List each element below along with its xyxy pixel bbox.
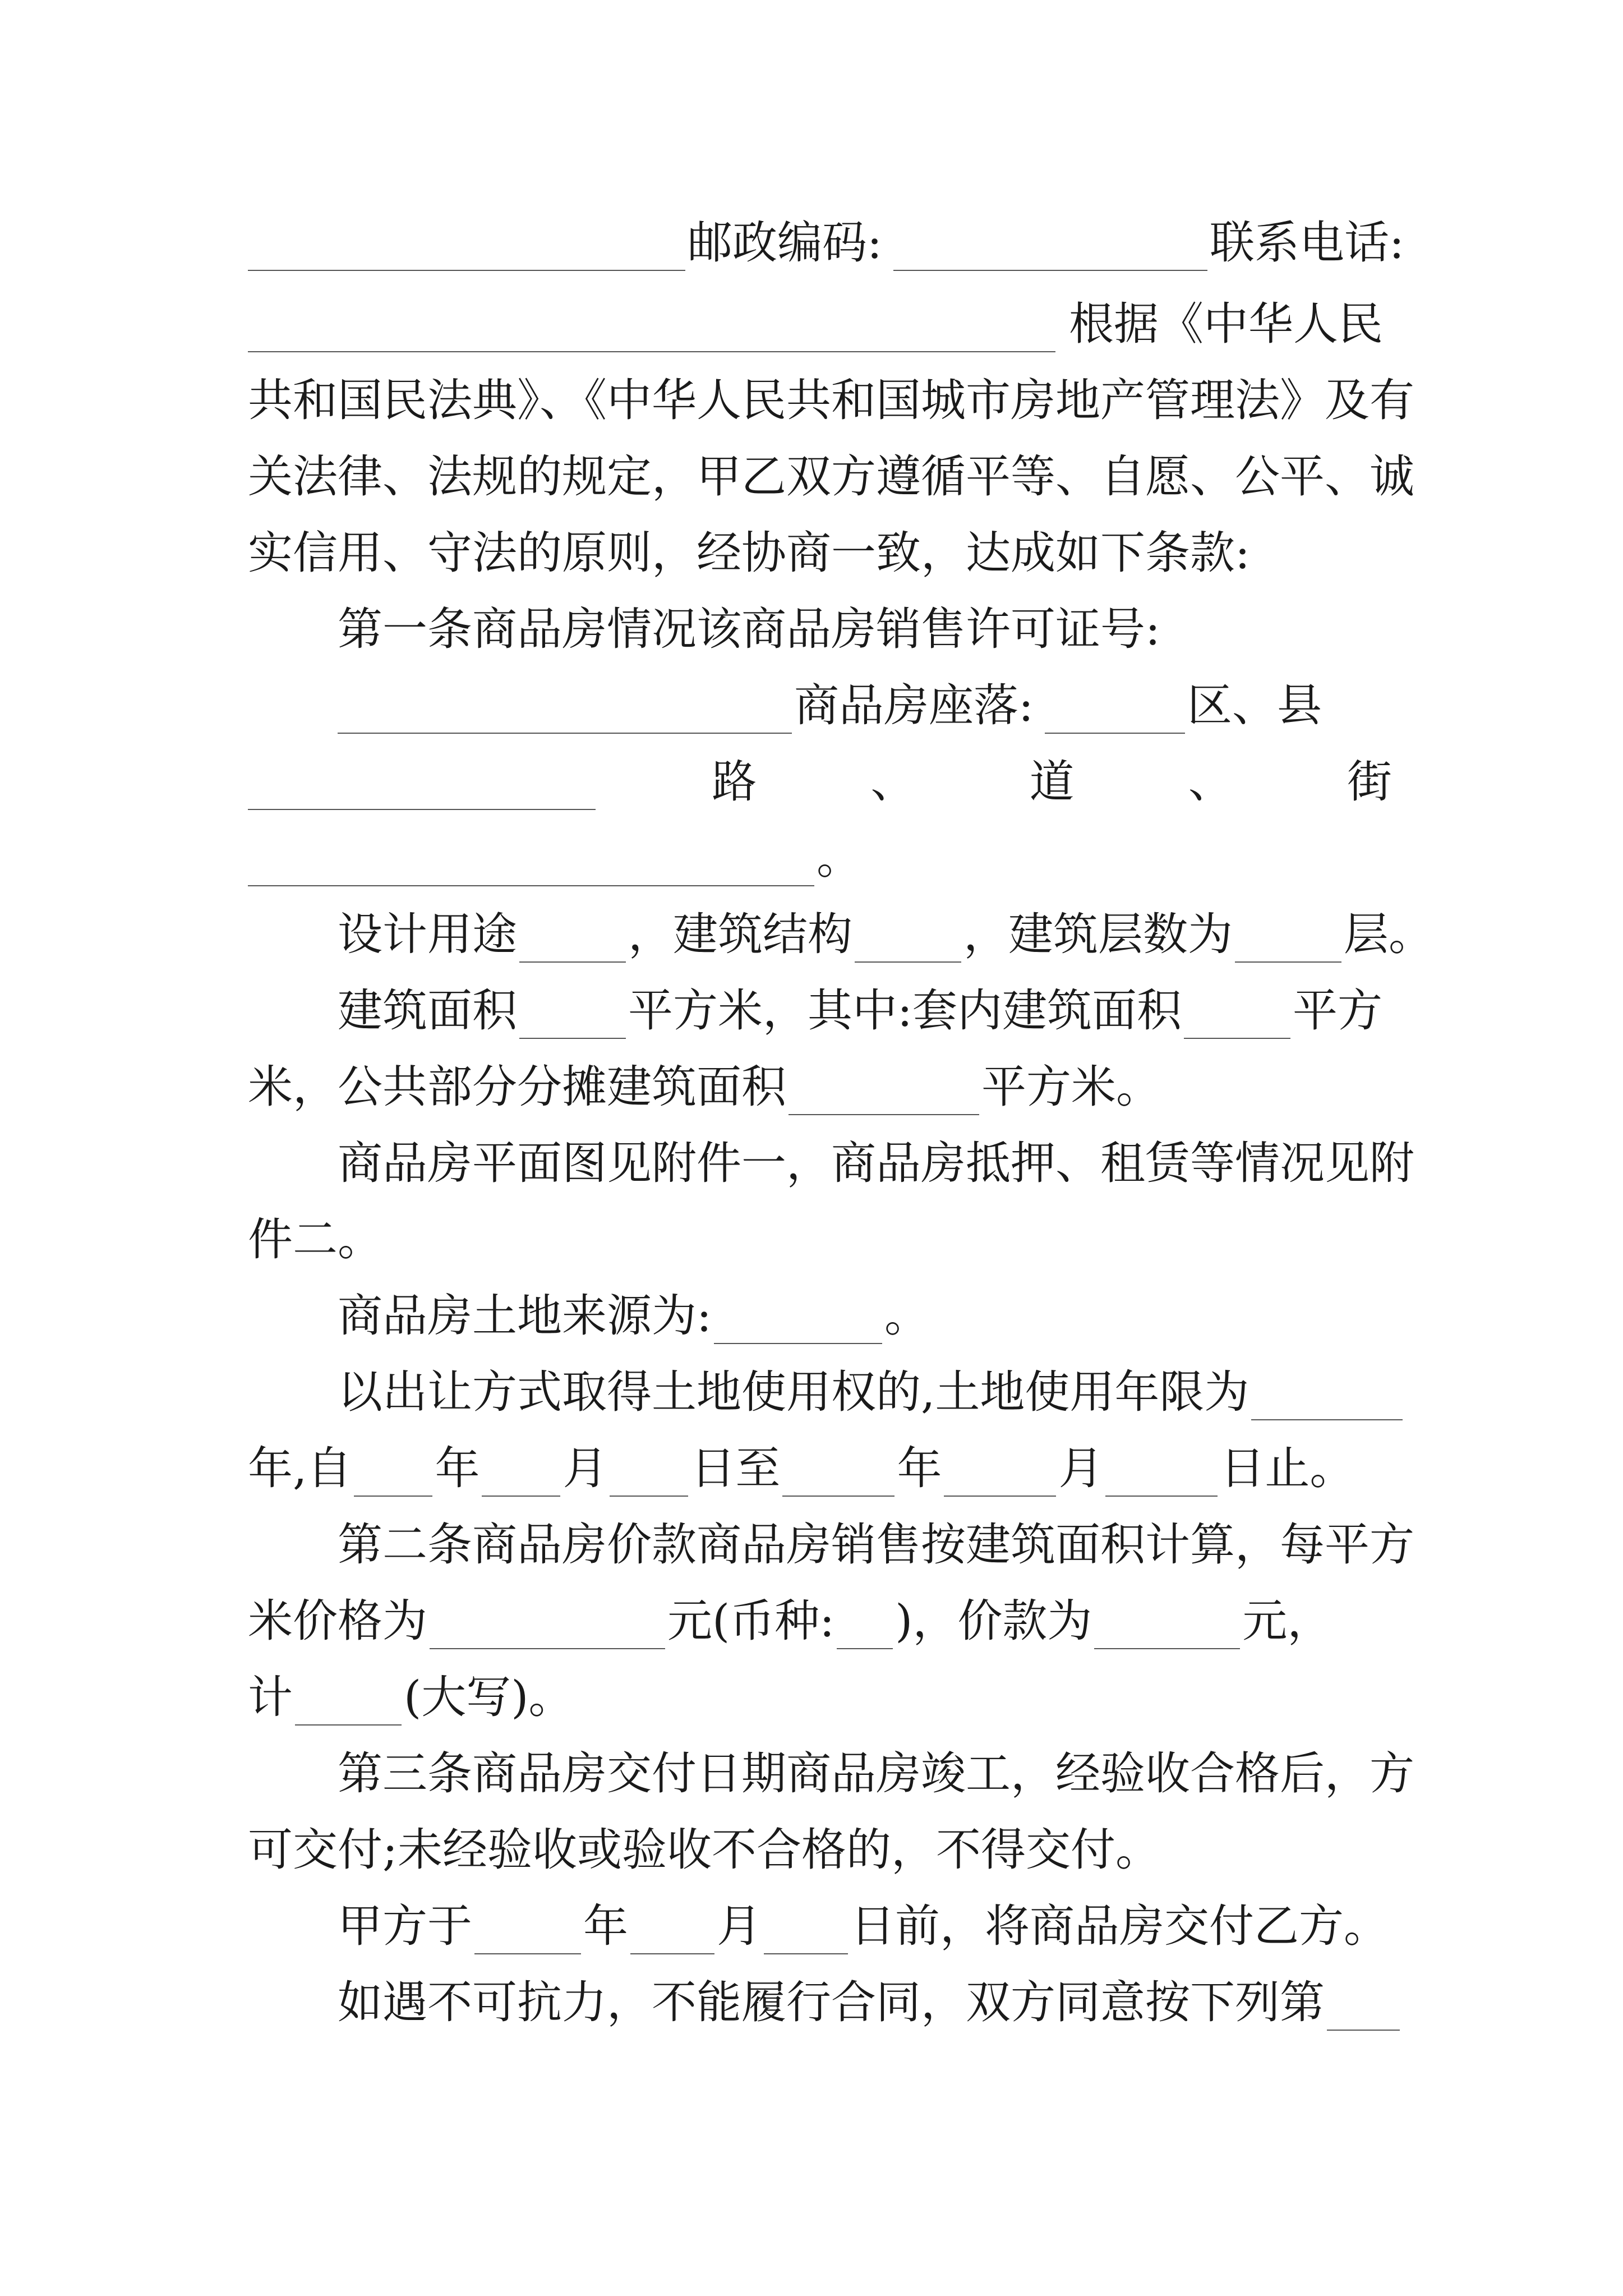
text: 月 bbox=[1058, 1442, 1104, 1494]
text: 月 bbox=[562, 1442, 608, 1494]
text: 米，公共部分分摊建筑面积 bbox=[248, 1061, 786, 1113]
blank-field[interactable] bbox=[1327, 1990, 1400, 2031]
text: 日至 bbox=[690, 1442, 781, 1494]
blank-field[interactable] bbox=[519, 999, 626, 1039]
period: 。 bbox=[817, 832, 861, 884]
text: ，建筑层数为 bbox=[963, 908, 1233, 960]
blank-field[interactable] bbox=[610, 1456, 688, 1497]
blank-field[interactable] bbox=[944, 1456, 1056, 1497]
text: 。 bbox=[884, 1290, 929, 1342]
text: 元， bbox=[1242, 1595, 1332, 1647]
blank-field[interactable] bbox=[714, 1304, 882, 1344]
article-2-heading bbox=[248, 1517, 1414, 1573]
blank-field[interactable] bbox=[764, 1914, 848, 1954]
blank-field[interactable] bbox=[482, 1456, 560, 1497]
text: )，价款为 bbox=[895, 1595, 1092, 1647]
line-delivery-date bbox=[248, 1898, 1392, 1954]
text: 月 bbox=[717, 1900, 762, 1952]
text: 商品房土地来源为: bbox=[338, 1290, 712, 1342]
paragraph-line bbox=[248, 1212, 1392, 1268]
paragraph-line bbox=[248, 372, 1414, 429]
text: 年 bbox=[583, 1900, 628, 1952]
paragraph-text: 第一条商品房情况该商品房销售许可证号: bbox=[338, 603, 1160, 655]
blank-field[interactable] bbox=[1251, 1380, 1403, 1420]
blank-field[interactable] bbox=[248, 231, 685, 271]
paragraph-line bbox=[248, 449, 1414, 505]
text: 平方米，其中:套内建筑面积 bbox=[628, 984, 1182, 1037]
blank-field[interactable] bbox=[855, 922, 961, 963]
line-term-dates bbox=[248, 1441, 1392, 1497]
blank-field[interactable] bbox=[1045, 693, 1185, 734]
text: 日前，将商品房交付乙方。 bbox=[850, 1900, 1389, 1952]
text: 可交付;未经验收或验收不合格的，不得交付。 bbox=[248, 1824, 1160, 1876]
text: 米价格为 bbox=[248, 1595, 427, 1647]
road-label: 路 bbox=[712, 756, 757, 808]
text: 平方米。 bbox=[981, 1061, 1161, 1113]
blank-field[interactable] bbox=[338, 693, 792, 734]
blank-field[interactable] bbox=[474, 1914, 581, 1954]
text: 如遇不可抗力，不能履行合同，双方同意按下列第 bbox=[338, 1976, 1325, 2028]
blank-field[interactable] bbox=[248, 312, 1055, 352]
line-amount-words bbox=[248, 1669, 1392, 1726]
text: 第二条商品房价款商品房销售按建筑面积计算，每平方 bbox=[338, 1519, 1414, 1571]
text: 层。 bbox=[1344, 908, 1433, 960]
text: 第三条商品房交付日期商品房竣工，经验收合格后，方 bbox=[338, 1747, 1414, 1800]
basis-text: 根据《中华人民 bbox=[1069, 298, 1383, 350]
text: 甲方于 bbox=[338, 1900, 472, 1952]
text: 日止。 bbox=[1220, 1442, 1355, 1494]
line-road bbox=[248, 754, 1392, 810]
separator: 、 bbox=[870, 756, 916, 808]
separator: 、 bbox=[1188, 756, 1233, 808]
text: 设计用途 bbox=[338, 908, 517, 960]
blank-field[interactable] bbox=[295, 1685, 402, 1726]
text: 以出让方式取得土地使用权的,土地使用年限为 bbox=[338, 1366, 1249, 1418]
text: 平方 bbox=[1292, 984, 1382, 1037]
postal-code-label: 邮政编码: bbox=[688, 217, 882, 269]
paragraph-line bbox=[248, 1822, 1392, 1878]
text: 件二。 bbox=[248, 1213, 382, 1266]
line-shared-area bbox=[248, 1059, 1392, 1115]
blank-field[interactable] bbox=[1105, 1456, 1218, 1497]
text: 年 bbox=[897, 1442, 942, 1494]
blank-field[interactable] bbox=[519, 922, 626, 963]
line-land-term bbox=[248, 1364, 1392, 1420]
line-force-majeure bbox=[248, 1975, 1392, 2031]
article-3-heading bbox=[248, 1746, 1414, 1802]
line-address-end bbox=[248, 830, 1392, 886]
blank-field[interactable] bbox=[893, 231, 1207, 271]
paragraph-line bbox=[248, 1135, 1414, 1191]
line-postal-phone bbox=[248, 215, 1404, 271]
blank-field[interactable] bbox=[782, 1456, 895, 1497]
text: 计 bbox=[248, 1671, 293, 1723]
line-basis bbox=[248, 296, 1392, 352]
line-price bbox=[248, 1593, 1392, 1649]
district-label: 区、县 bbox=[1187, 679, 1322, 731]
text: 年,自 bbox=[248, 1442, 352, 1494]
blank-field[interactable] bbox=[248, 770, 596, 810]
text: 建筑面积 bbox=[338, 984, 517, 1037]
text: 年 bbox=[435, 1442, 480, 1494]
text: 元(币种: bbox=[667, 1595, 835, 1647]
blank-field[interactable] bbox=[354, 1456, 432, 1497]
blank-field[interactable] bbox=[430, 1609, 665, 1649]
text: 商品房平面图见附件一，商品房抵押、租赁等情况见附 bbox=[338, 1137, 1414, 1189]
blank-field[interactable] bbox=[1235, 922, 1341, 963]
blank-field[interactable] bbox=[837, 1609, 893, 1649]
text: ，建筑结构 bbox=[628, 908, 852, 960]
line-location bbox=[248, 678, 1392, 734]
article-1-heading bbox=[248, 601, 1392, 657]
paragraph-text: 共和国民法典》、《中华人民共和国城市房地产管理法》及有 bbox=[248, 374, 1414, 426]
location-label: 商品房座落: bbox=[794, 679, 1034, 731]
line-land-source bbox=[248, 1288, 1392, 1344]
phone-label: 联系电话: bbox=[1209, 217, 1404, 269]
blank-field[interactable] bbox=[248, 846, 814, 886]
text: (大写)。 bbox=[404, 1671, 574, 1723]
blank-field[interactable] bbox=[789, 1075, 979, 1115]
blank-field[interactable] bbox=[1094, 1609, 1240, 1649]
paragraph-text: 关法律、法规的规定，甲乙双方遵循平等、自愿、公平、诚 bbox=[248, 450, 1414, 503]
paragraph-line bbox=[248, 525, 1392, 581]
avenue-label: 道 bbox=[1029, 756, 1075, 808]
blank-field[interactable] bbox=[630, 1914, 714, 1954]
blank-field[interactable] bbox=[1184, 999, 1290, 1039]
street-label: 街 bbox=[1347, 756, 1392, 808]
line-area bbox=[248, 983, 1392, 1039]
line-design-use bbox=[248, 907, 1433, 963]
paragraph-text: 实信用、守法的原则，经协商一致，达成如下条款: bbox=[248, 527, 1250, 579]
